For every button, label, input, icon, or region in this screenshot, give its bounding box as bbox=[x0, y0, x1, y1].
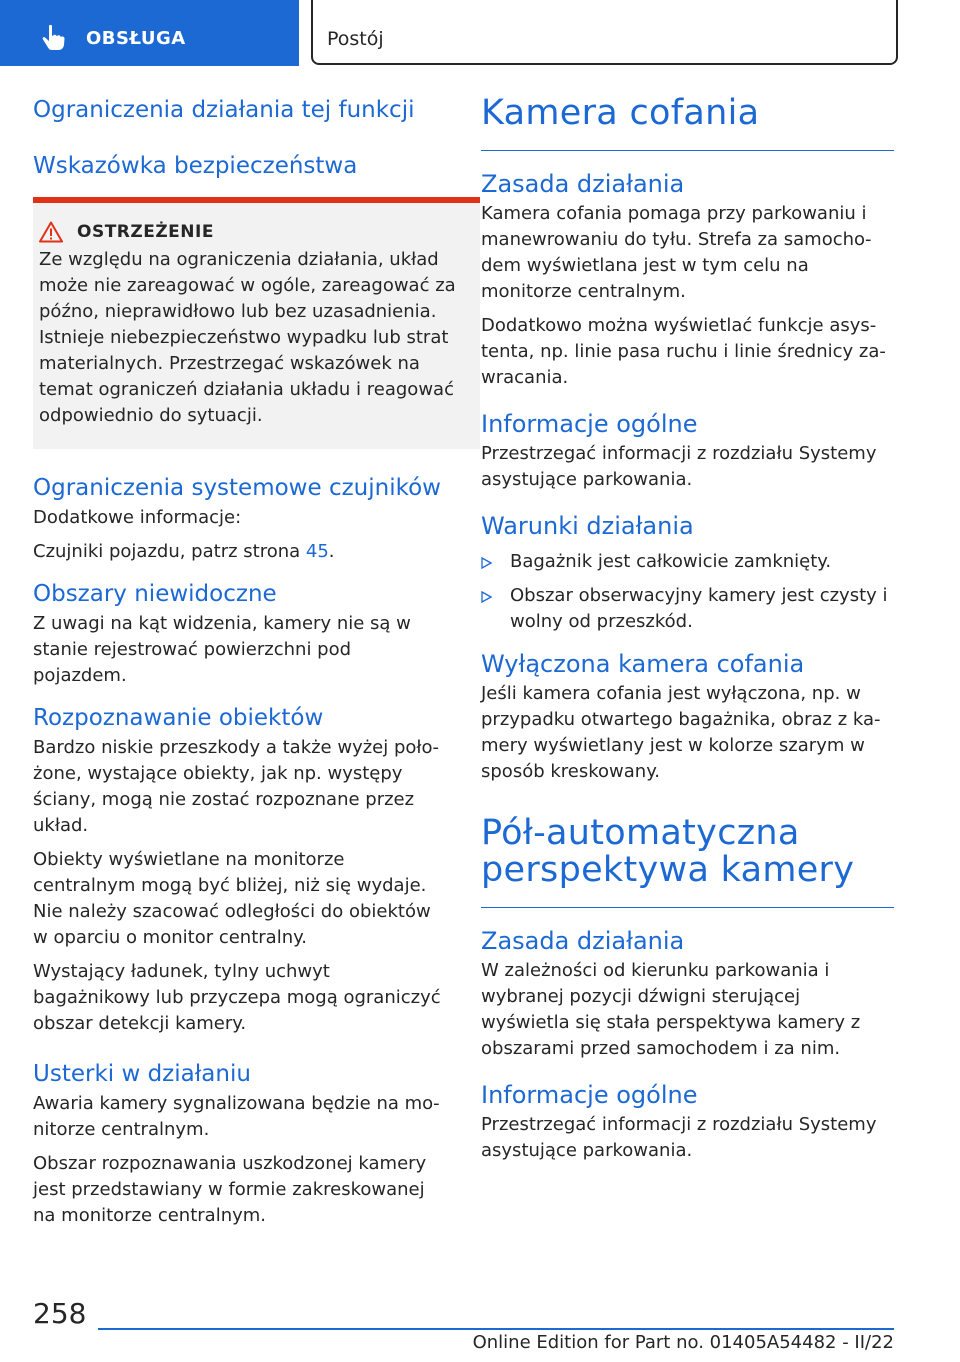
footer-rule bbox=[98, 1328, 894, 1330]
right-column bbox=[481, 95, 894, 1172]
heading-principle: Zasada działania bbox=[481, 170, 685, 198]
page-link[interactable]: 45 bbox=[305, 541, 329, 562]
camera-off-text: Jeśli kamera cofania jest wyłączona, np. w przypadku otwartego bagażnika, obraz z kamery wyświetlany jest w kolorze szarym w sposób kreskowany. bbox=[481, 683, 881, 782]
heading-semi-auto-perspective: Pół-automatyczna perspektywa kamery bbox=[481, 815, 894, 908]
sensor-text-1: Dodatkowe informacje: bbox=[33, 507, 242, 528]
warning-box bbox=[33, 203, 480, 449]
principle2-text: W zależności od kierunku parkowania i wybranej pozycji dźwigni sterującej wyświetla się stała perspektywa kamery z obszarami przed samochodem i za nim. bbox=[481, 960, 861, 1059]
section-tab[interactable] bbox=[0, 0, 299, 66]
heading-rear-camera: Kamera cofania bbox=[481, 95, 894, 151]
detect-text-1: Bardzo niskie przeszkody a także wyżej położone, wystające obiekty, jak np. występy ściany, mogą nie zostać rozpoznane przez układ. bbox=[33, 737, 440, 836]
warning-triangle-icon bbox=[39, 221, 63, 243]
page-number: 258 bbox=[33, 1297, 87, 1330]
edition-note: Online Edition for Part no. 01405A54482 - II/22 bbox=[472, 1332, 894, 1353]
blind-text: Z uwagi na kąt widzenia, kamery nie są w stanie rejestrować powierzchni pod pojazdem. bbox=[33, 613, 411, 686]
header-bar bbox=[0, 0, 960, 66]
detect-text-3: Wystający ładunek, tylny uchwyt bagażnikowy lub przyczepa mogą ograniczyć obszar detekcji kamery. bbox=[33, 961, 441, 1034]
left-column bbox=[33, 95, 456, 1237]
sensor-text-2: Czujniki pojazdu, patrz strona 45. bbox=[33, 541, 335, 562]
list-item: Obszar obserwacyjny kamery jest czysty i wolny od przeszkód. bbox=[481, 583, 894, 635]
heading-general-info: Informacje ogólne bbox=[481, 410, 698, 438]
fault-text-2: Obszar rozpoznawania uszkodzonej kamery jest przedstawiany w formie zakreskowanej na monitorze centralnym. bbox=[33, 1153, 427, 1226]
general-text: Przestrzegać informacji z rozdziału Systemy asystujące parkowania. bbox=[481, 443, 877, 490]
heading-faults: Usterki w działaniu bbox=[33, 1061, 251, 1087]
footer bbox=[0, 1290, 960, 1362]
heading-object-detection: Rozpoznawanie obiektów bbox=[33, 705, 324, 731]
heading-safety: Wskazówka bezpieczeństwa bbox=[33, 153, 358, 179]
warning-header bbox=[39, 221, 465, 243]
heading-blind-areas: Obszary niewidoczne bbox=[33, 581, 277, 607]
heading-general-info-2: Informacje ogólne bbox=[481, 1081, 698, 1109]
principle-text-1: Kamera cofania pomaga przy parkowaniu i manewrowaniu do tyłu. Strefa za samochodem wyświetlana jest w tym celu na monitorze centralnym. bbox=[481, 203, 872, 302]
bullet-triangle-icon bbox=[481, 557, 492, 569]
bullet-triangle-icon bbox=[481, 591, 492, 603]
heading-camera-off: Wyłączona kamera cofania bbox=[481, 650, 805, 678]
section-label: OBSŁUGA bbox=[86, 28, 186, 49]
warning-title: OSTRZEŻENIE bbox=[77, 222, 214, 242]
heading-principle-2: Zasada działania bbox=[481, 927, 685, 955]
hand-pointer-icon bbox=[40, 24, 66, 52]
heading-limits: Ograniczenia działania tej funkcji bbox=[33, 97, 415, 123]
chapter-tab bbox=[311, 0, 898, 65]
general2-text: Przestrzegać informacji z rozdziału Systemy asystujące parkowania. bbox=[481, 1114, 877, 1161]
fault-text-1: Awaria kamery sygnalizowana będzie na monitorze centralnym. bbox=[33, 1093, 440, 1140]
warning-text: Ze względu na ograniczenia działania, układ może nie zareagować w ogóle, zareagować za późno, nieprawidłowo lub bez uzasadnienia. Istnieje niebezpieczeństwo wypadku lub strat materialnych. Przestrzegać wskazówek na temat ograniczeń działania układu i reagować odpowiednio do sytuacji. bbox=[39, 249, 456, 426]
conditions-list bbox=[481, 549, 894, 635]
chapter-title: Postój bbox=[327, 28, 384, 50]
principle-text-2: Dodatkowo można wyświetlać funkcje asystenta, np. linie pasa ruchu i linie średnicy zawracania. bbox=[481, 315, 886, 388]
detect-text-2: Obiekty wyświetlane na monitorze centralnym mogą być bliżej, niż się wydaje. Nie należy szacować odległości do obiektów w oparciu o monitor centralny. bbox=[33, 849, 431, 948]
heading-sensor-limits: Ograniczenia systemowe czujników bbox=[33, 475, 441, 501]
heading-conditions: Warunki działania bbox=[481, 512, 694, 540]
list-item: Bagażnik jest całkowicie zamknięty. bbox=[481, 549, 894, 575]
